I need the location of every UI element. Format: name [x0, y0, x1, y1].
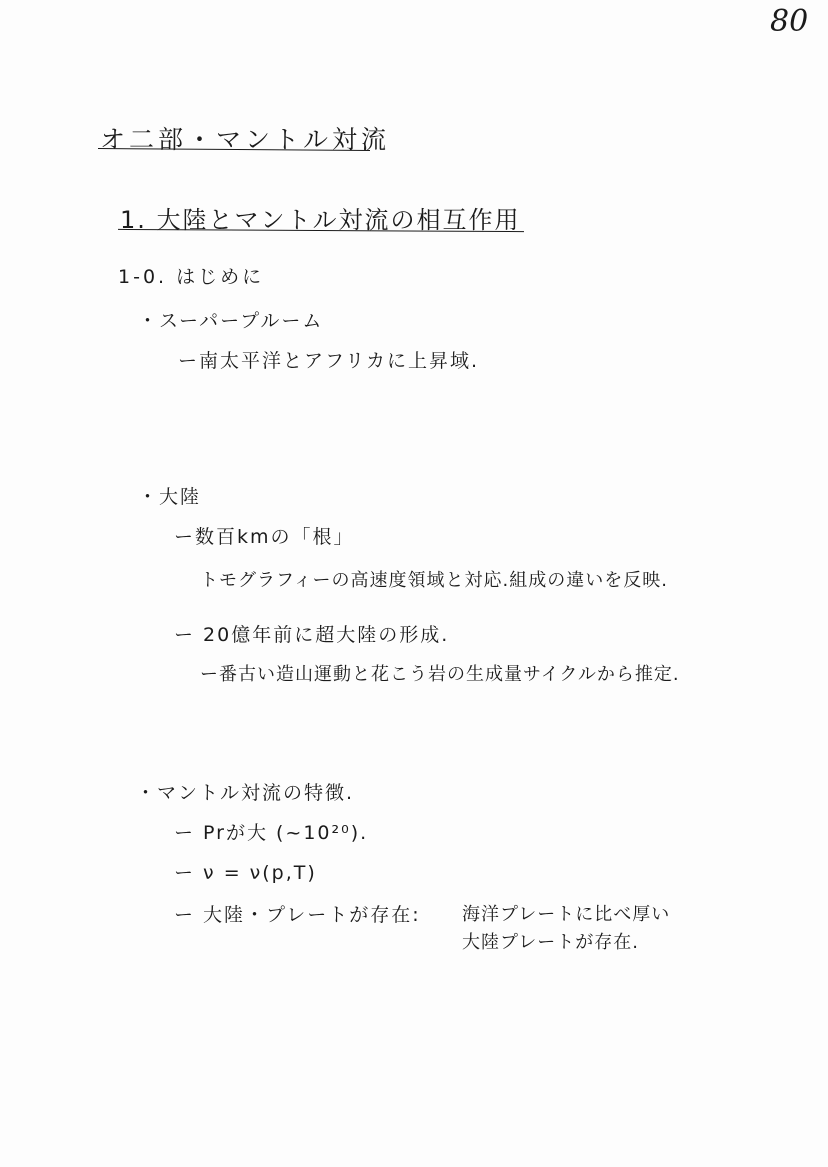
mantle-feature-plates-note-1: 海洋プレートに比べ厚い [462, 904, 671, 925]
bullet-superplume: ・スーパープルーム [138, 310, 324, 332]
continent-note-tomography: トモグラフィーの高速度領域と対応.組成の違いを反映. [200, 570, 669, 591]
mantle-feature-viscosity: ー ν = ν(p,T) [174, 862, 317, 884]
superplume-item: ー南太平洋とアフリカに上昇域. [178, 350, 480, 372]
continent-item-supercontinent: ー 20億年前に超大陸の形成. [174, 624, 450, 646]
continent-note-orogeny: ー番古い造山運動と花こう岩の生成量サイクルから推定. [200, 664, 680, 685]
section-title: 1. 大陸とマントル対流の相互作用 [120, 206, 521, 234]
page-number: 80 [770, 4, 809, 39]
bullet-mantle-features: ・マントル対流の特徴. [136, 782, 355, 804]
subsection-heading: 1-0. はじめに [118, 266, 265, 288]
mantle-feature-plates: ー 大陸・プレートが存在: [174, 904, 421, 926]
mantle-feature-plates-note-2: 大陸プレートが存在. [462, 932, 640, 953]
continent-item-roots: ー数百kmの「根」 [174, 526, 355, 548]
part-title: オ二部・マントル対流 [100, 125, 391, 154]
mantle-feature-prandtl: ー Prが大 (~10²⁰). [174, 822, 369, 844]
bullet-continent: ・大陸 [138, 486, 202, 508]
